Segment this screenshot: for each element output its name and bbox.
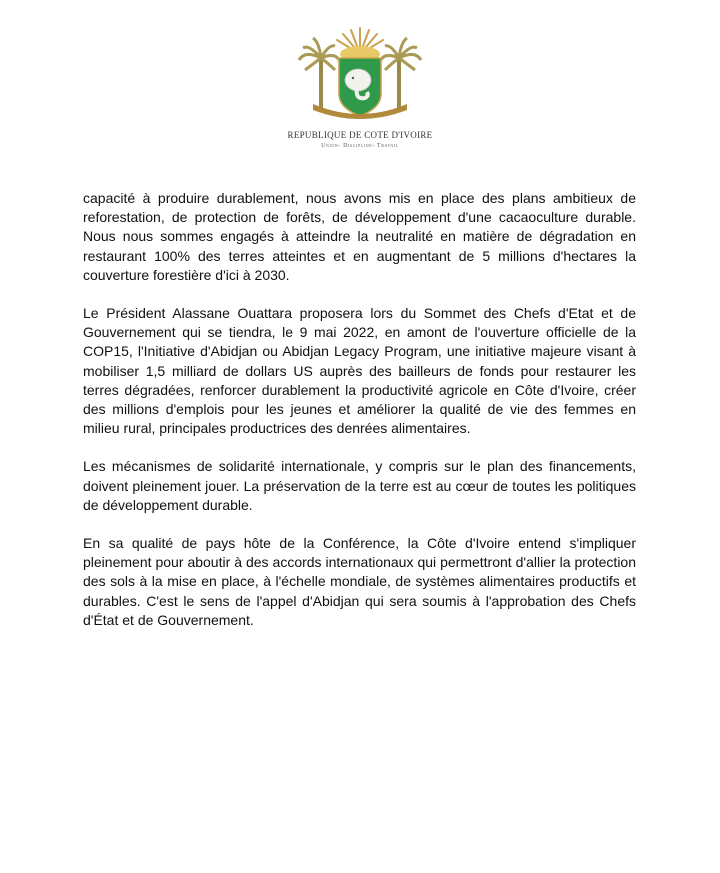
paragraph-abidjan-legacy-program: Le Président Alassane Ouattara proposera lors du Sommet des Chefs d'Etat et de Gouvernement qui se tiendra, le 9 mai 2022, en amont de l'ouverture officielle de la COP15, l'Initiative d'Abidjan ou Abidjan Legacy Program, une initiative majeure visant à mobiliser 1,5 milliard de dollars US auprès des bailleurs de fonds pour restaurer les terres dégradées, renforcer durablement la productivité agricole en Côte d'Ivoire, créer des millions d'emplois pour les jeunes et améliorer la qualité de vie des femmes en milieu rural, principales productrices des denrées alimentaires.: [83, 305, 636, 437]
coat-of-arms-icon: [295, 24, 425, 124]
letterhead: [0, 24, 720, 149]
country-name: REPUBLIQUE DE COTE D'IVOIRE: [287, 130, 433, 140]
document-body: [83, 189, 636, 649]
left-palm-tree: [299, 38, 339, 108]
paragraph-host-country: En sa qualité de pays hôte de la Conférence, la Côte d'Ivoire entend s'impliquer pleinement pour aboutir à des accords internationaux qui permettront d'allier la protection des sols à la mise en place, à l'échelle mondiale, de systèmes alimentaires productifs et durables. C'est le sens de l'appel d'Abidjan qui sera soumis à l'approbation des Chefs d'État et de Gouvernement.: [83, 535, 636, 628]
right-palm-tree: [381, 38, 421, 108]
paragraph-international-solidarity: Les mécanismes de solidarité internationale, y compris sur le plan des financements, doivent pleinement jouer. La préservation de la terre est au cœur de toutes les politiques de développement durable.: [83, 458, 636, 513]
paragraph-reforestation: capacité à produire durablement, nous avons mis en place des plans ambitieux de reforestation, de protection de forêts, de développement d'une cacaoculture durable. Nous nous sommes engagés à atteindre la neutralité en matière de dégradation en restaurant 100% des terres atteintes et en augmentant de 5 millions d'hectares la couverture forestière d'ici à 2030.: [83, 190, 636, 283]
national-motto: Union- Discipline- Travail: [321, 143, 399, 149]
